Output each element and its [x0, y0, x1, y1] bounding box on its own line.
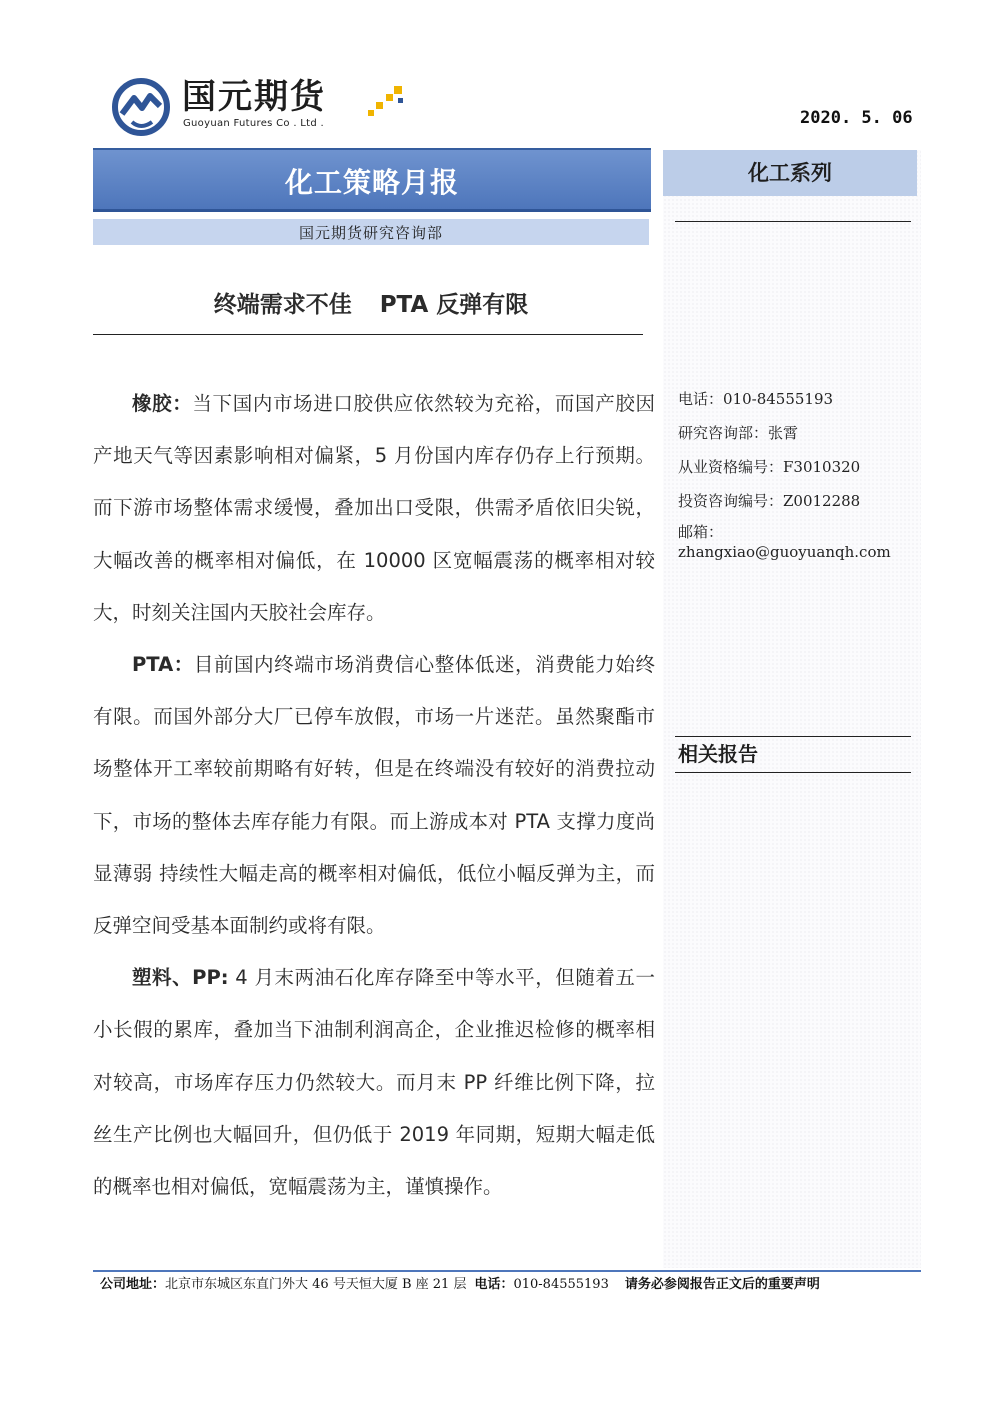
sidebar-divider: [675, 221, 911, 222]
sidebar: [663, 150, 921, 1268]
paragraph-text: 当下国内市场进口胶供应依然较为充裕，而国产胶因产地天气等因素影响相对偏紧，5 月份国内库存仍存上行预期。而下游市场整体需求缓慢，叠加出口受限，供需矛盾依旧尖锐，大幅改善的概率相对偏低，在 10000 区宽幅震荡的概率相对较大，时刻关注国内天胶社会库存。: [93, 392, 655, 624]
contact-phone: 电话：010-84555193: [678, 390, 834, 408]
contact-email-link[interactable]: zhangxiao@guoyuanqh.com: [678, 543, 891, 561]
paragraph-lead: 塑料、PP:: [132, 966, 229, 990]
footer-phone: 010-84555193: [513, 1277, 609, 1292]
related-reports-heading: 相关报告: [678, 742, 758, 766]
footer-divider: [93, 1270, 921, 1272]
report-date: 2020. 5. 06: [800, 108, 913, 128]
paragraph-lead: 橡胶：: [132, 392, 193, 415]
article-body: [93, 378, 655, 1213]
title-divider: [93, 334, 643, 335]
report-type-banner: [93, 148, 651, 212]
sidebar-divider: [675, 736, 911, 737]
department-name: 国元期货研究咨询部: [298, 224, 443, 242]
article-title-part2: PTA 反弹有限: [379, 292, 529, 318]
company-name-en: Guoyuan Futures Co . Ltd .: [183, 118, 324, 129]
sidebar-divider: [675, 772, 911, 773]
footer-address-label: 公司地址：: [100, 1277, 166, 1292]
paragraph-text: 目前国内终端市场消费信心整体低迷，消费能力始终有限。而国外部分大厂已停车放假，市场一片迷茫。虽然聚酯市场整体开工率较前期略有好转，但是在终端没有较好的消费拉动下，市场的整体去库存能力有限。而上游成本对 PTA 支撑力度尚显薄弱 持续性大幅走高的概率相对偏低，低位小幅反弹为主，而反弹空间受基本面制约或将有限。: [93, 653, 655, 938]
article-title-part1: 终端需求不佳: [213, 292, 352, 318]
footer-disclaimer: 请务必参阅报告正文后的重要声明: [624, 1277, 820, 1292]
footer-phone-label: 电话：: [474, 1277, 514, 1292]
paragraph-lead: PTA：: [132, 653, 194, 677]
series-label: 化工系列: [663, 150, 917, 196]
footer-address: 北京市东城区东直门外大 46 号天恒大厦 B 座 21 层: [165, 1277, 467, 1292]
paragraph-rubber: [93, 378, 655, 639]
article-title: [93, 286, 649, 319]
page-footer: [100, 1276, 920, 1294]
paragraph-plastics: [93, 952, 655, 1213]
contact-email-label: 邮箱：: [678, 523, 724, 541]
logo-squares-icon: [368, 84, 408, 120]
analyst-contact: [678, 386, 918, 562]
contact-analyst: 研究咨询部：张霄: [678, 424, 799, 442]
company-logo: [112, 76, 412, 140]
report-type-title: 化工策略月报: [284, 166, 459, 199]
paragraph-pta: [93, 639, 655, 952]
paragraph-text: 4 月末两油石化库存降至中等水平，但随着五一小长假的累库，叠加当下油制利润高企，企业推迟检修的概率相对较高，市场库存压力仍然较大。而月末 PP 纤维比例下降，拉丝生产比例也大幅回升，但仍低于 2019 年同期，短期大幅走低的概率也相对偏低，宽幅震荡为主，谨慎操作。: [93, 966, 655, 1199]
contact-advisory-number: 投资咨询编号：Z0012288: [678, 492, 861, 510]
company-name-cn: 国元期货: [182, 77, 326, 117]
company-logo-icon: [112, 78, 170, 136]
contact-license: 从业资格编号：F3010320: [678, 458, 861, 476]
department-band: [93, 219, 649, 245]
